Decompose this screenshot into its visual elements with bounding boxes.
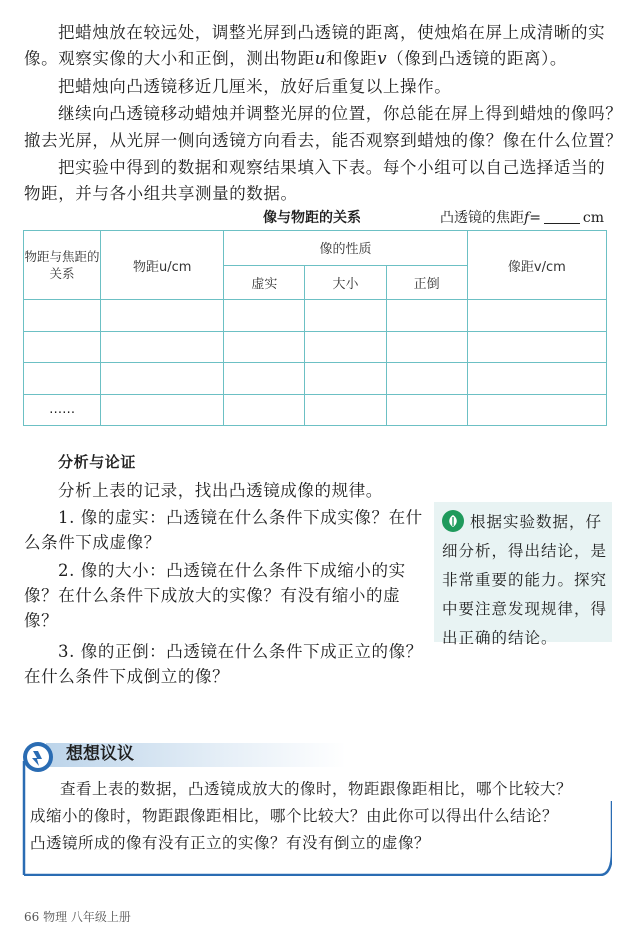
table-cell[interactable]	[467, 331, 606, 362]
paragraph-3-line-2: 撤去光屏，从光屏一侧向透镜方向看去，能否观察到蜡烛的像？像在什么位置？	[24, 131, 623, 150]
tip-text: 根据实验数据，仔细分析，得出结论，是非常重要的能力。探究中要注意发现规律，得出正确的结论。	[442, 513, 608, 647]
paragraph-4-line-1: 把实验中得到的数据和观察结果填入下表。每个小组可以自己选择适当的	[58, 158, 606, 177]
table-row-ellipsis: ……	[24, 394, 101, 425]
focal-unit: cm	[582, 210, 605, 226]
table-cell[interactable]	[386, 300, 467, 331]
table-cell[interactable]	[467, 363, 606, 394]
table-cell[interactable]	[24, 363, 101, 394]
header-image-distance: 像距v/cm	[467, 231, 606, 300]
discussion-line-3: 凸透镜所成的像有没有正立的实像？有没有倒立的虚像？	[30, 834, 431, 852]
table-cell[interactable]	[386, 394, 467, 425]
focal-eq: =	[529, 210, 541, 226]
focal-length-field	[440, 207, 604, 227]
analysis-heading: 分析与论证	[58, 453, 137, 471]
table-cell[interactable]	[467, 300, 606, 331]
table-row	[24, 363, 607, 394]
table-cell[interactable]	[24, 331, 101, 362]
page-footer: 66 物理 八年级上册	[24, 910, 131, 924]
focal-symbol: f	[524, 210, 530, 226]
header-relation: 物距与焦距的关系	[24, 231, 101, 300]
table-cell[interactable]	[386, 331, 467, 362]
focal-length-blank	[544, 209, 580, 224]
table-cell[interactable]	[224, 394, 305, 425]
table-cell[interactable]	[101, 331, 224, 362]
table-row	[24, 331, 607, 362]
discussion-title: 想想议议	[66, 744, 134, 764]
table-cell[interactable]	[224, 331, 305, 362]
paragraph-2: 把蜡烛向凸透镜移近几厘米，放好后重复以上操作。	[58, 77, 452, 96]
table-cell[interactable]	[224, 363, 305, 394]
table-cell[interactable]	[305, 300, 386, 331]
table-cell[interactable]	[305, 394, 386, 425]
header-object-distance: 物距u/cm	[101, 231, 224, 300]
data-table	[23, 230, 607, 426]
analysis-intro: 分析上表的记录，找出凸透镜成像的规律。	[58, 481, 383, 500]
focal-length-label: 凸透镜的焦距	[440, 210, 524, 226]
table-cell[interactable]	[386, 363, 467, 394]
paragraph-1-line-1: 把蜡烛放在较远处，调整光屏到凸透镜的距离，使烛焰在屏上成清晰的实	[58, 23, 606, 42]
tip-box	[434, 502, 612, 647]
paragraph-4-line-2: 物距，并与各小组共享测量的数据。	[24, 184, 298, 203]
symbol-u: u	[314, 49, 326, 68]
discussion-text	[30, 776, 600, 857]
table-cell[interactable]	[305, 331, 386, 362]
paragraph-3-line-1: 继续向凸透镜移动蜡烛并调整光屏的位置，你总能在屏上得到蜡烛的像吗？	[58, 104, 623, 123]
paragraph-1-line-2-start: 像。观察实像的大小和正倒，测出物距	[24, 49, 315, 68]
table-cell[interactable]	[24, 300, 101, 331]
header-real-virtual: 虚实	[224, 265, 305, 300]
analysis-question-1: 1. 像的虚实：凸透镜在什么条件下成实像？在什么条件下成虚像？	[24, 508, 423, 552]
discussion-line-2: 成缩小的像时，物距跟像距相比，哪个比较大？由此你可以得出什么结论？	[30, 807, 559, 825]
table-caption: 像与物距的关系	[263, 210, 361, 226]
table-cell[interactable]	[101, 300, 224, 331]
header-nature: 像的性质	[224, 231, 467, 266]
analysis-question-3: 3. 像的正倒：凸透镜在什么条件下成正立的像？在什么条件下成倒立的像？	[24, 642, 423, 686]
paragraph-1-line-2-mid: 和像距	[325, 49, 378, 68]
paragraph-1-line-2	[24, 46, 567, 71]
table-cell[interactable]	[467, 394, 606, 425]
table-cell[interactable]	[224, 300, 305, 331]
analysis-question-2: 2. 像的大小：凸透镜在什么条件下成缩小的实像？在什么条件下成放大的实像？有没有缩小的虚像？	[24, 561, 406, 630]
header-size: 大小	[305, 265, 386, 300]
table-cell[interactable]	[101, 363, 224, 394]
discussion-line-1: 查看上表的数据，凸透镜成放大的像时，物距跟像距相比，哪个比较大？	[60, 780, 573, 798]
table-cell[interactable]	[305, 363, 386, 394]
table-cell[interactable]	[101, 394, 224, 425]
table-row	[24, 394, 607, 425]
paragraph-1-line-2-end: （像到凸透镜的距离）。	[387, 49, 568, 68]
symbol-v: v	[377, 49, 388, 68]
header-orientation: 正倒	[386, 265, 467, 300]
table-row	[24, 300, 607, 331]
